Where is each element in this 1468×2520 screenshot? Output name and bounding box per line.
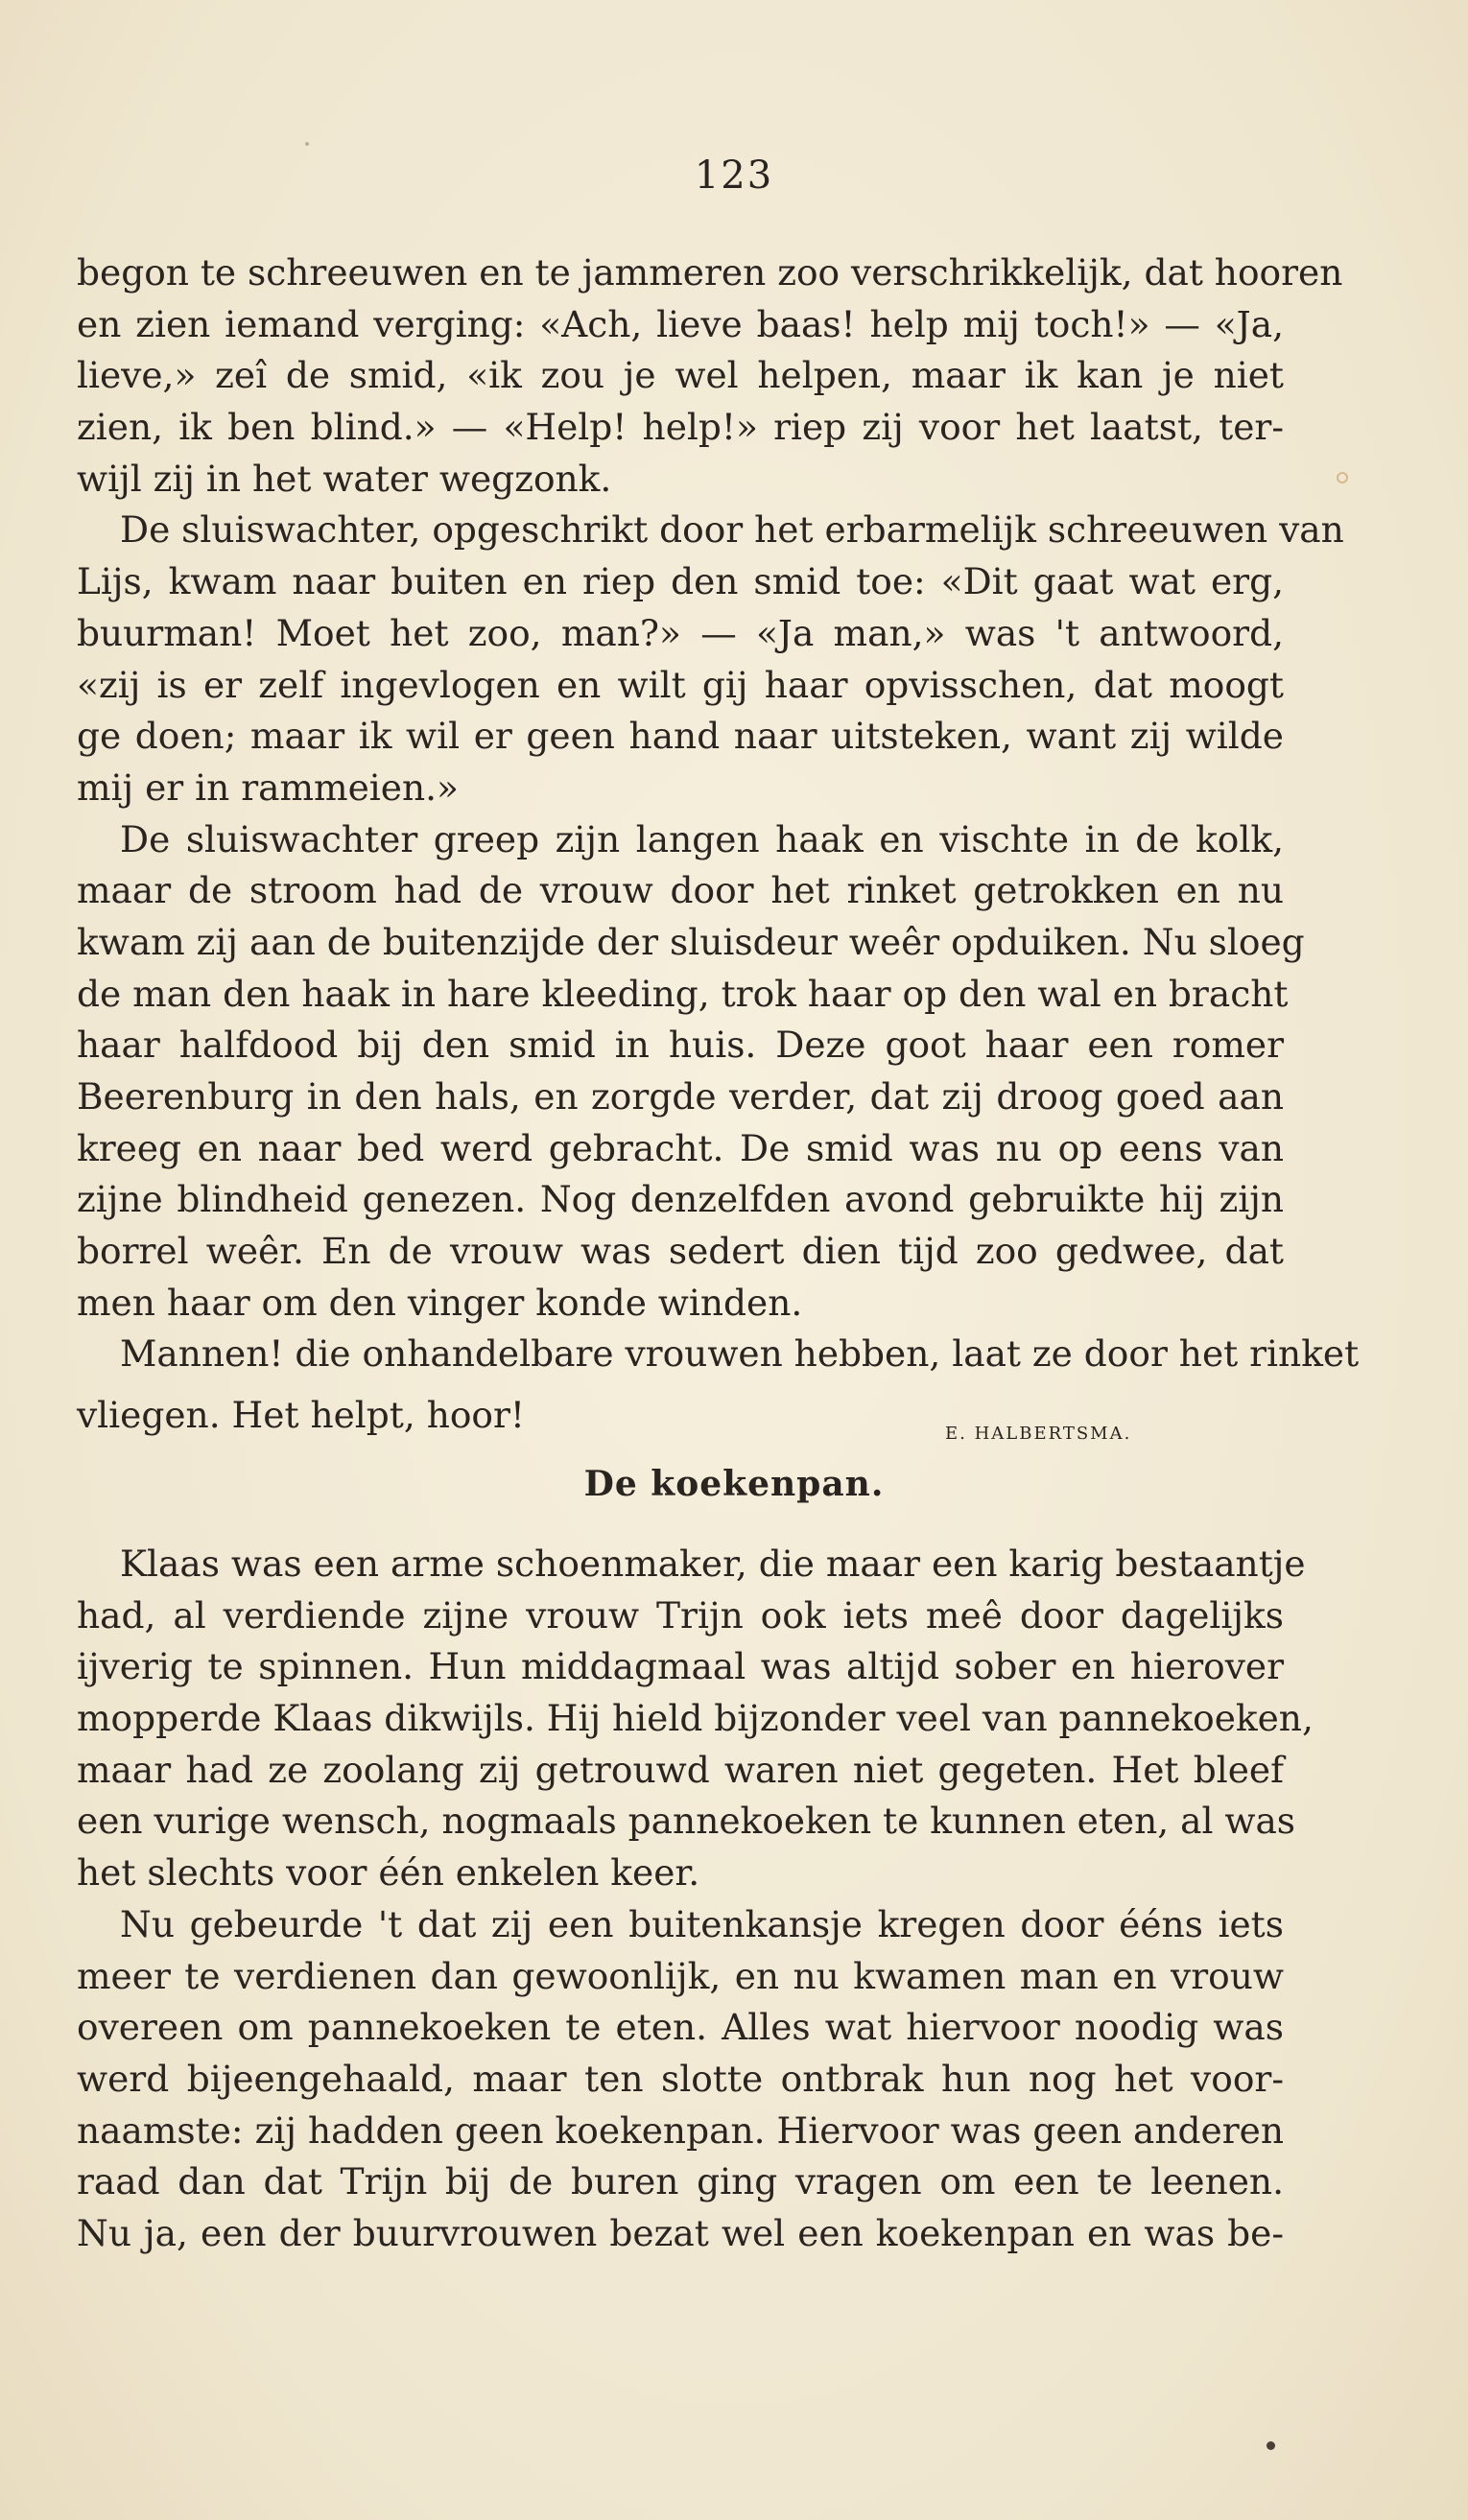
text-line: haar halfdood bij den smid in huis. Deze goot haar een romer bbox=[77, 1024, 1284, 1067]
text-line: de man den haak in hare kleeding, trok haar op den wal en bracht bbox=[77, 972, 1289, 1015]
text-line: zijne blindheid genezen. Nog denzelfden avond gebruikte hij zijn bbox=[77, 1178, 1284, 1221]
ink-speck bbox=[1267, 2441, 1275, 2450]
story-text-block bbox=[77, 247, 1360, 1380]
section-heading: De koekenpan. bbox=[583, 1464, 885, 1504]
text-line: ge doen; maar ik wil er geen hand naar uitsteken, want zij wilde bbox=[77, 715, 1284, 758]
text-line: wijl zij in het water wegzonk. bbox=[77, 457, 612, 500]
text-line: begon te schreeuwen en te jammeren zoo verschrikkelijk, dat hooren bbox=[77, 251, 1343, 294]
text-line: Lijs, kwam naar buiten en riep den smid toe: «Dit gaat wat erg, bbox=[77, 560, 1284, 603]
text-line: overeen om pannekoeken te eten. Alles wat hiervoor noodig was bbox=[77, 2006, 1284, 2049]
text-line: meer te verdienen dan gewoonlijk, en nu kwamen man en vrouw bbox=[77, 1954, 1284, 1997]
text-line: kwam zij aan de buitenzijde der sluisdeur weêr opduiken. Nu sloeg bbox=[77, 920, 1305, 963]
text-line: werd bijeengehaald, maar ten slotte ontbrak hun nog het voor- bbox=[77, 2057, 1284, 2100]
text-line: De sluiswachter, opgeschrikt door het erbarmelijk schreeuwen van bbox=[120, 508, 1344, 552]
text-line: naamste: zij hadden geen koekenpan. Hiervoor was geen anderen bbox=[77, 2108, 1284, 2152]
text-line: «zij is er zelf ingevlogen en wilt gij haar opvisschen, dat moogt bbox=[77, 663, 1284, 706]
page-number: 123 bbox=[694, 153, 774, 198]
next-story-text-block bbox=[77, 1539, 1314, 2260]
paper-speck bbox=[1337, 472, 1348, 483]
text-line: lieve,» zeî de smid, «ik zou je wel helpen, maar ik kan je niet bbox=[77, 354, 1284, 397]
text-line: borrel weêr. En de vrouw was sedert dien tijd zoo gedwee, dat bbox=[77, 1230, 1284, 1273]
text-line: zien, ik ben blind.» — «Help! help!» riep zij voor het laatst, ter- bbox=[77, 406, 1284, 449]
text-line: Klaas was een arme schoenmaker, die maar een karig bestaantje bbox=[120, 1543, 1306, 1585]
text-line: een vurige wensch, nogmaals pannekoeken te kunnen eten, al was bbox=[77, 1800, 1296, 1843]
text-line: maar de stroom had de vrouw door het rinket getrokken en nu bbox=[77, 869, 1284, 912]
text-line: raad dan dat Trijn bij de buren ging vragen om een te leenen. bbox=[77, 2160, 1284, 2203]
text-line: het slechts voor één enkelen keer. bbox=[77, 1851, 700, 1895]
text-line: buurman! Moet het zoo, man?» — «Ja man,» was 't antwoord, bbox=[77, 611, 1284, 654]
paper-speck bbox=[305, 142, 309, 146]
text-line: kreeg en naar bed werd gebracht. De smid was nu op eens van bbox=[77, 1126, 1284, 1169]
text-line: mopperde Klaas dikwijls. Hij hield bijzonder veel van pannekoeken, bbox=[77, 1697, 1314, 1740]
text-line: De sluiswachter greep zijn langen haak en vischte in de kolk, bbox=[120, 817, 1284, 860]
text-line: Mannen! die onhandelbare vrouwen hebben, laat ze door het rinket bbox=[120, 1332, 1360, 1376]
text-line: maar had ze zoolang zij getrouwd waren niet gegeten. Het bleef bbox=[77, 1748, 1284, 1791]
text-line: mij er in rammeien.» bbox=[77, 765, 459, 809]
text-line: Nu gebeurde 't dat zij een buitenkansje kregen door ééns iets bbox=[120, 1902, 1284, 1945]
author-signature: E. HALBERTSMA. bbox=[945, 1424, 1132, 1444]
text-line: men haar om den vinger konde winden. bbox=[77, 1281, 803, 1324]
text-line: had, al verdiende zijne vrouw Trijn ook iets meê door dagelijks bbox=[77, 1593, 1284, 1637]
closing-line: vliegen. Het helpt, hoor! bbox=[77, 1394, 525, 1436]
text-line: Beerenburg in den hals, en zorgde verder, dat zij droog goed aan bbox=[77, 1075, 1284, 1118]
text-line: ijverig te spinnen. Hun middagmaal was altijd sober en hierover bbox=[77, 1645, 1284, 1688]
text-line: en zien iemand verging: «Ach, lieve baas! help mij toch!» — «Ja, bbox=[77, 302, 1284, 345]
text-line: Nu ja, een der buurvrouwen bezat wel een koekenpan en was be- bbox=[77, 2211, 1284, 2254]
